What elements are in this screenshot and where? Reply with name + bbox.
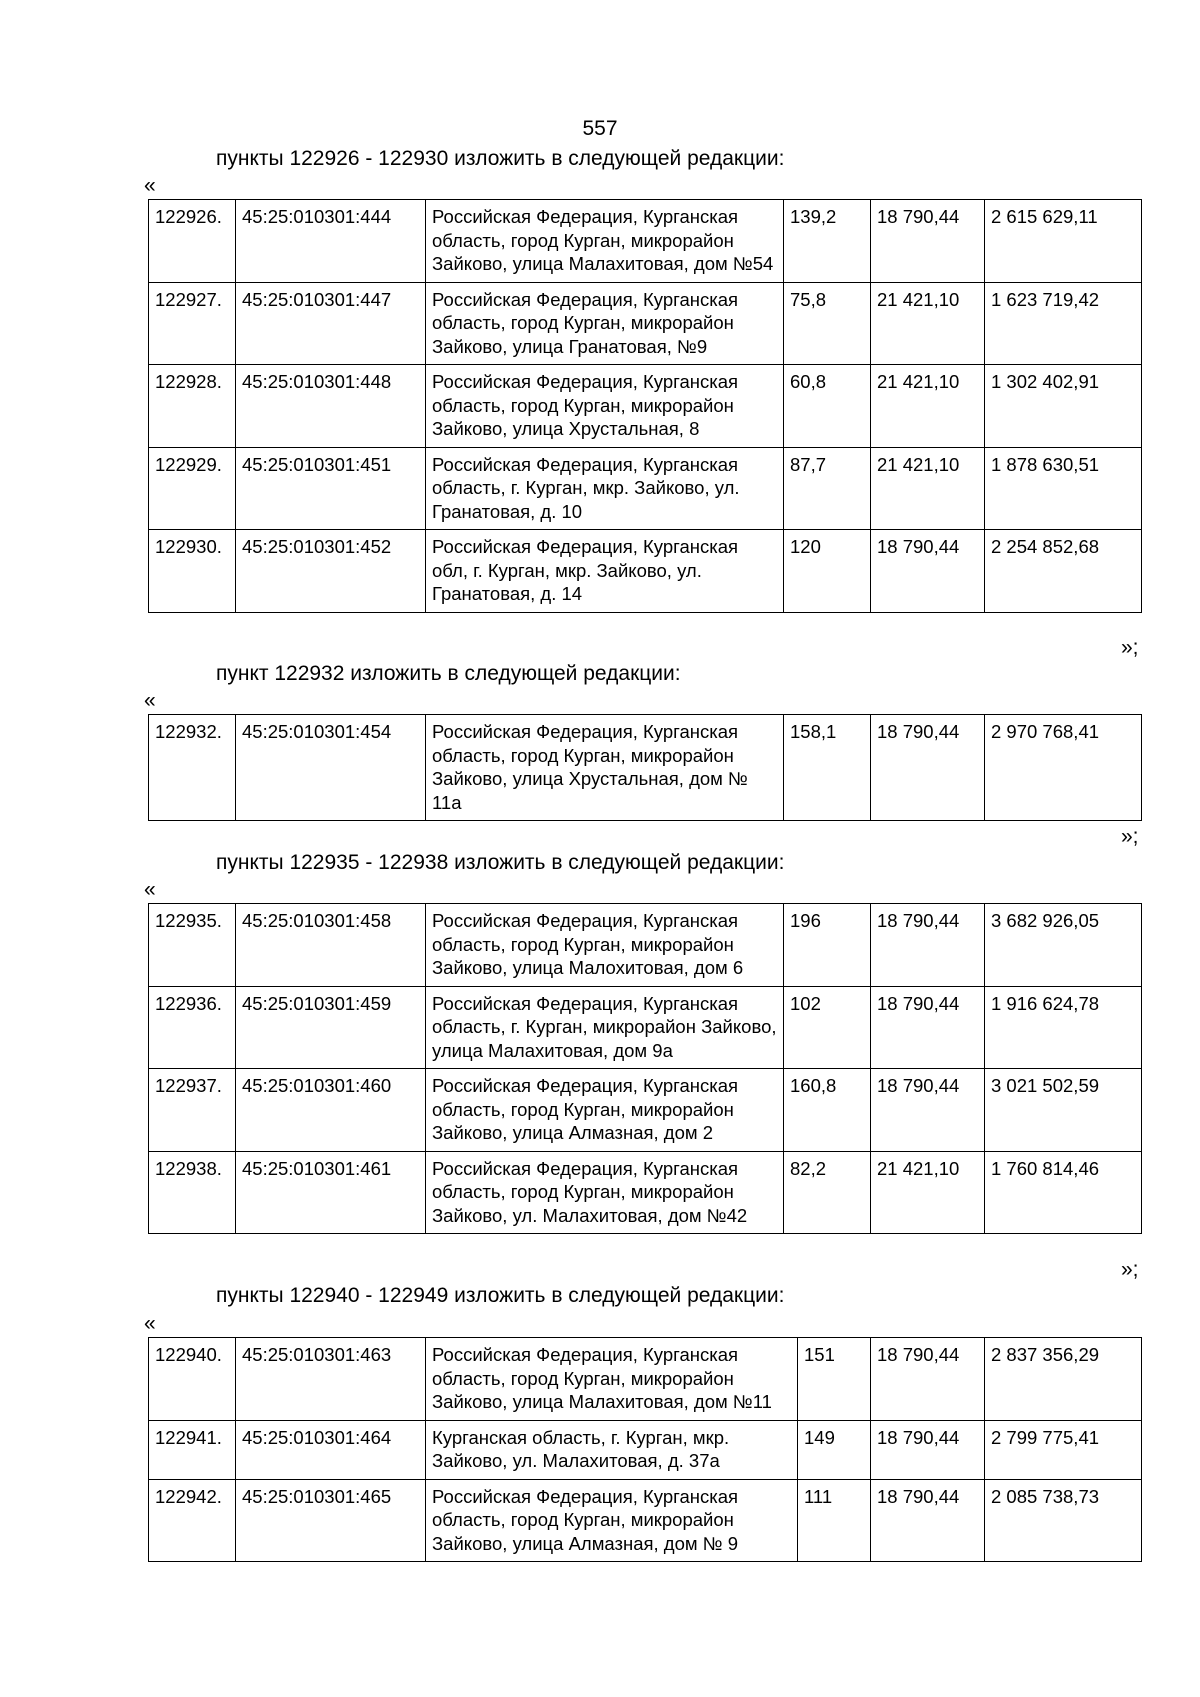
- cadastral-number-cell: 45:25:010301:460: [236, 1069, 426, 1152]
- cadastral-number-cell: 45:25:010301:458: [236, 904, 426, 987]
- item-number-cell: 122937.: [149, 1069, 236, 1152]
- address-cell: Курганская область, г. Курган, мкр. Зайково, ул. Малахитовая, д. 37а: [426, 1420, 798, 1479]
- area-cell: 60,8: [784, 365, 871, 448]
- address-cell: Российская Федерация, Курганская область, город Курган, микрорайон Зайково, улица Малахитовая, дом №11: [426, 1338, 798, 1421]
- area-cell: 149: [798, 1420, 871, 1479]
- section-rows: [149, 904, 1142, 1234]
- area-cell: 102: [784, 986, 871, 1069]
- cadastral-rate-cell: 18 790,44: [871, 715, 985, 821]
- close-quote: »;: [1121, 1258, 1139, 1281]
- area-cell: 87,7: [784, 447, 871, 530]
- cadastral-number-cell: 45:25:010301:444: [236, 200, 426, 283]
- cadastral-value-cell: 3 021 502,59: [985, 1069, 1142, 1152]
- table-row: [149, 904, 1142, 987]
- area-cell: 151: [798, 1338, 871, 1421]
- cadastral-rate-cell: 18 790,44: [871, 530, 985, 613]
- cadastral-number-cell: 45:25:010301:465: [236, 1479, 426, 1562]
- cadastral-value-cell: 1 623 719,42: [985, 282, 1142, 365]
- items-table: [148, 1337, 1142, 1562]
- item-number-cell: 122938.: [149, 1151, 236, 1234]
- address-cell: Российская Федерация, Курганская область, город Курган, микрорайон Зайково, улица Алмазная, дом № 9: [426, 1479, 798, 1562]
- address-cell: Российская Федерация, Курганская область, город Курган, микрорайон Зайково, улица Малахитовая, дом №54: [426, 200, 784, 283]
- close-quote: »;: [1121, 825, 1139, 848]
- table-row: [149, 1479, 1142, 1562]
- item-number-cell: 122935.: [149, 904, 236, 987]
- cadastral-value-cell: 2 085 738,73: [985, 1479, 1142, 1562]
- cadastral-number-cell: 45:25:010301:463: [236, 1338, 426, 1421]
- area-cell: 75,8: [784, 282, 871, 365]
- cadastral-rate-cell: 21 421,10: [871, 1151, 985, 1234]
- item-number-cell: 122940.: [149, 1338, 236, 1421]
- table-row: [149, 1420, 1142, 1479]
- item-number-cell: 122928.: [149, 365, 236, 448]
- table-row: [149, 1069, 1142, 1152]
- cadastral-value-cell: 1 916 624,78: [985, 986, 1142, 1069]
- cadastral-rate-cell: 21 421,10: [871, 365, 985, 448]
- area-cell: 160,8: [784, 1069, 871, 1152]
- address-cell: Российская Федерация, Курганская область, город Курган, микрорайон Зайково, ул. Малахитовая, дом №42: [426, 1151, 784, 1234]
- area-cell: 82,2: [784, 1151, 871, 1234]
- table-row: [149, 365, 1142, 448]
- table-row: [149, 1338, 1142, 1421]
- cadastral-value-cell: 1 878 630,51: [985, 447, 1142, 530]
- area-cell: 196: [784, 904, 871, 987]
- item-number-cell: 122926.: [149, 200, 236, 283]
- address-cell: Российская Федерация, Курганская область, город Курган, микрорайон Зайково, улица Алмазная, дом 2: [426, 1069, 784, 1152]
- cadastral-value-cell: 2 615 629,11: [985, 200, 1142, 283]
- cadastral-rate-cell: 18 790,44: [871, 1069, 985, 1152]
- cadastral-rate-cell: 18 790,44: [871, 986, 985, 1069]
- cadastral-number-cell: 45:25:010301:452: [236, 530, 426, 613]
- address-cell: Российская Федерация, Курганская область, город Курган, микрорайон Зайково, улица Хрустальная, 8: [426, 365, 784, 448]
- cadastral-number-cell: 45:25:010301:451: [236, 447, 426, 530]
- address-cell: Российская Федерация, Курганская область, город Курган, микрорайон Зайково, улица Малохитовая, дом 6: [426, 904, 784, 987]
- section-intro: пункты 122935 - 122938 изложить в следующей редакции:: [216, 851, 785, 874]
- open-quote: «: [144, 878, 156, 901]
- close-quote: »;: [1121, 636, 1139, 659]
- table-row: [149, 282, 1142, 365]
- cadastral-rate-cell: 18 790,44: [871, 1420, 985, 1479]
- page-number: 557: [582, 117, 618, 140]
- cadastral-number-cell: 45:25:010301:447: [236, 282, 426, 365]
- section-intro: пункт 122932 изложить в следующей редакции:: [216, 662, 681, 685]
- items-table: [148, 714, 1142, 821]
- cadastral-value-cell: 2 837 356,29: [985, 1338, 1142, 1421]
- item-number-cell: 122932.: [149, 715, 236, 821]
- table-row: [149, 986, 1142, 1069]
- item-number-cell: 122929.: [149, 447, 236, 530]
- table-row: [149, 447, 1142, 530]
- section-intro: пункты 122926 - 122930 изложить в следующей редакции:: [216, 147, 785, 170]
- cadastral-rate-cell: 21 421,10: [871, 282, 985, 365]
- cadastral-number-cell: 45:25:010301:464: [236, 1420, 426, 1479]
- cadastral-value-cell: 2 254 852,68: [985, 530, 1142, 613]
- cadastral-rate-cell: 18 790,44: [871, 200, 985, 283]
- item-number-cell: 122930.: [149, 530, 236, 613]
- area-cell: 111: [798, 1479, 871, 1562]
- items-table: [148, 903, 1142, 1234]
- address-cell: Российская Федерация, Курганская область, город Курган, микрорайон Зайково, улица Гранатовая, №9: [426, 282, 784, 365]
- address-cell: Российская Федерация, Курганская область, г. Курган, микрорайон Зайково, улица Малахитовая, дом 9а: [426, 986, 784, 1069]
- cadastral-value-cell: 1 760 814,46: [985, 1151, 1142, 1234]
- area-cell: 120: [784, 530, 871, 613]
- section-rows: [149, 200, 1142, 613]
- cadastral-number-cell: 45:25:010301:454: [236, 715, 426, 821]
- open-quote: «: [144, 174, 156, 197]
- section-rows: [149, 1338, 1142, 1562]
- item-number-cell: 122927.: [149, 282, 236, 365]
- cadastral-value-cell: 2 799 775,41: [985, 1420, 1142, 1479]
- cadastral-rate-cell: 21 421,10: [871, 447, 985, 530]
- area-cell: 139,2: [784, 200, 871, 283]
- table-row: [149, 530, 1142, 613]
- address-cell: Российская Федерация, Курганская обл, г. Курган, мкр. Зайково, ул. Гранатовая, д. 14: [426, 530, 784, 613]
- open-quote: «: [144, 689, 156, 712]
- table-row: [149, 715, 1142, 821]
- item-number-cell: 122942.: [149, 1479, 236, 1562]
- items-table: [148, 199, 1142, 613]
- section-intro: пункты 122940 - 122949 изложить в следующей редакции:: [216, 1284, 785, 1307]
- table-row: [149, 200, 1142, 283]
- item-number-cell: 122936.: [149, 986, 236, 1069]
- cadastral-rate-cell: 18 790,44: [871, 1479, 985, 1562]
- cadastral-number-cell: 45:25:010301:459: [236, 986, 426, 1069]
- table-row: [149, 1151, 1142, 1234]
- open-quote: «: [144, 1312, 156, 1335]
- cadastral-number-cell: 45:25:010301:448: [236, 365, 426, 448]
- cadastral-rate-cell: 18 790,44: [871, 904, 985, 987]
- cadastral-value-cell: 3 682 926,05: [985, 904, 1142, 987]
- address-cell: Российская Федерация, Курганская область, г. Курган, мкр. Зайково, ул. Гранатовая, д. 10: [426, 447, 784, 530]
- cadastral-number-cell: 45:25:010301:461: [236, 1151, 426, 1234]
- address-cell: Российская Федерация, Курганская область, город Курган, микрорайон Зайково, улица Хрустальная, дом № 11а: [426, 715, 784, 821]
- area-cell: 158,1: [784, 715, 871, 821]
- cadastral-value-cell: 2 970 768,41: [985, 715, 1142, 821]
- item-number-cell: 122941.: [149, 1420, 236, 1479]
- cadastral-value-cell: 1 302 402,91: [985, 365, 1142, 448]
- section-rows: [149, 715, 1142, 821]
- cadastral-rate-cell: 18 790,44: [871, 1338, 985, 1421]
